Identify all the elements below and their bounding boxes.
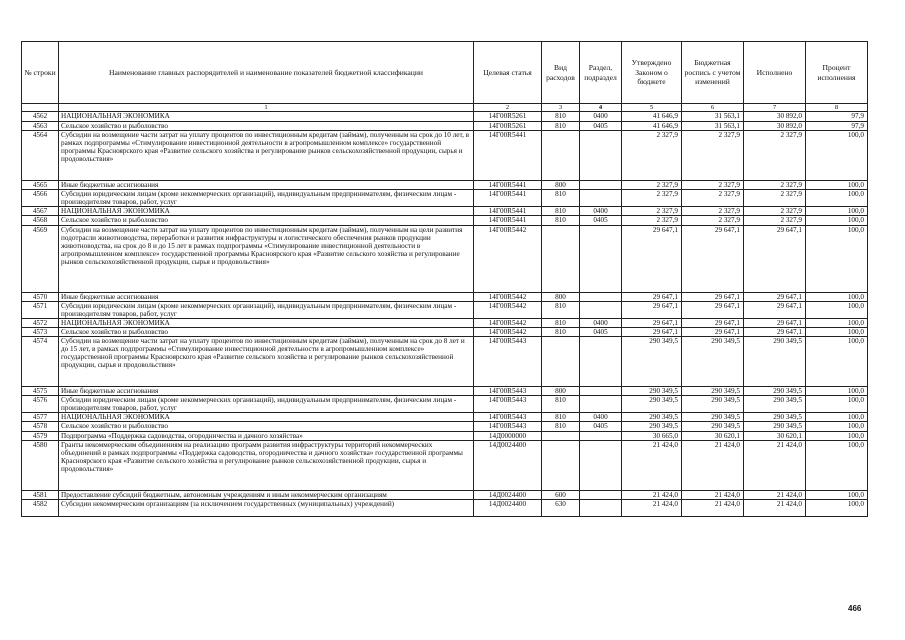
header-name: Наименование главных распорядителей и наименование показателей бюджетной классификации: [59, 42, 474, 104]
executed-amount: 21 424,0: [744, 499, 806, 516]
section-code: [580, 181, 622, 190]
execution-percent: 100,0: [806, 292, 868, 301]
page-number: 466: [848, 604, 862, 613]
target-article: 14Г00R5441: [474, 181, 542, 190]
schedule-amount: 29 647,1: [682, 318, 744, 327]
schedule-amount: 31 563,1: [682, 122, 744, 131]
target-article: 14Г00R5442: [474, 318, 542, 327]
schedule-amount: 21 424,0: [682, 440, 744, 490]
item-name: Сельское хозяйство и рыболовство: [59, 122, 474, 131]
item-name: Субсидии юридическим лицам (кроме некоммерческих организаций), индивидуальным предпринимателям, физическим лицам - производителям товаров, работ, услуг: [59, 190, 474, 207]
row-number: 4566: [22, 190, 59, 207]
header-target-article: Целевая статья: [474, 42, 542, 104]
table-row: [22, 490, 868, 499]
table-row: [22, 318, 868, 327]
column-number: 1: [59, 104, 474, 112]
schedule-amount: 29 647,1: [682, 225, 744, 292]
execution-percent: 100,0: [806, 207, 868, 216]
expense-type: 810: [542, 216, 580, 225]
row-number: 4567: [22, 207, 59, 216]
target-article: 14Г00R5261: [474, 122, 542, 131]
execution-percent: 100,0: [806, 181, 868, 190]
column-number: 7: [744, 104, 806, 112]
item-name: Иные бюджетные ассигнования: [59, 181, 474, 190]
target-article: 14Г00R5441: [474, 216, 542, 225]
expense-type: [542, 337, 580, 387]
expense-type: 810: [542, 422, 580, 431]
schedule-amount: 30 620,1: [682, 431, 744, 440]
header-row: [22, 42, 868, 104]
row-number: 4571: [22, 301, 59, 318]
item-name: НАЦИОНАЛЬНАЯ ЭКОНОМИКА: [59, 413, 474, 422]
executed-amount: 29 647,1: [744, 318, 806, 327]
expense-type: 810: [542, 396, 580, 413]
execution-percent: 97,9: [806, 122, 868, 131]
approved-amount: 290 349,5: [622, 337, 682, 387]
header-section: Раздел, подраздел: [580, 42, 622, 104]
item-name: Гранты некоммерческим объединениям на реализацию программ развития инфраструктуры территорий некоммерческих объединений в рамках подпрограммы «Поддержка садоводства, огородничества и дачного хозяйства» государственной программы Красноярского края «Развитие сельского хозяйства и регулирование рынков сельскохозяйственной продукции, сырья и продовольствия»: [59, 440, 474, 490]
schedule-amount: 2 327,9: [682, 131, 744, 181]
expense-type: 800: [542, 181, 580, 190]
row-number: 4564: [22, 131, 59, 181]
item-name: Субсидии на возмещение части затрат на уплату процентов по инвестиционным кредитам (займам), полученным на цели развития подотрасли животноводства, переработки и развития инфраструктуры и логистического обеспечения рынков продукции животноводства, на срок до 8 и до 15 лет в рамках подпрограммы «Стимулирование инвестиционной деятельности в агропромышленном комплексе» государственной программы Красноярского края «Развитие сельского хозяйства и регулирование рынков сельскохозяйственной продукции, сырья и продовольствия»: [59, 225, 474, 292]
table-row: [22, 216, 868, 225]
executed-amount: 29 647,1: [744, 225, 806, 292]
expense-type: 800: [542, 387, 580, 396]
item-name: Подпрограмма «Поддержка садоводства, огородничества и дачного хозяйства»: [59, 431, 474, 440]
schedule-amount: 21 424,0: [682, 499, 744, 516]
schedule-amount: 31 563,1: [682, 112, 744, 122]
item-name: Предоставление субсидий бюджетным, автономным учреждениям и иным некоммерческим организациям: [59, 490, 474, 499]
approved-amount: 21 424,0: [622, 490, 682, 499]
execution-percent: 100,0: [806, 301, 868, 318]
target-article: 14Г00R5441: [474, 190, 542, 207]
executed-amount: 29 647,1: [744, 301, 806, 318]
executed-amount: 21 424,0: [744, 490, 806, 499]
approved-amount: 21 424,0: [622, 499, 682, 516]
target-article: 14Г00R5441: [474, 131, 542, 181]
execution-percent: 100,0: [806, 431, 868, 440]
approved-amount: 2 327,9: [622, 131, 682, 181]
schedule-amount: 290 349,5: [682, 396, 744, 413]
section-code: [580, 337, 622, 387]
section-code: [580, 225, 622, 292]
schedule-amount: 2 327,9: [682, 190, 744, 207]
execution-percent: 100,0: [806, 440, 868, 490]
expense-type: 810: [542, 318, 580, 327]
row-number: 4575: [22, 387, 59, 396]
section-code: [580, 431, 622, 440]
table-row: [22, 422, 868, 431]
item-name: Субсидии юридическим лицам (кроме некоммерческих организаций), индивидуальным предпринимателям, физическим лицам - производителям товаров, работ, услуг: [59, 301, 474, 318]
target-article: 14Г00R5443: [474, 387, 542, 396]
item-name: Субсидии некоммерческим организациям (за исключением государственных (муниципальных) учреждений): [59, 499, 474, 516]
table-row: [22, 292, 868, 301]
target-article: 14Г00R5443: [474, 396, 542, 413]
section-code: [580, 396, 622, 413]
executed-amount: 290 349,5: [744, 422, 806, 431]
item-name: Субсидии на возмещение части затрат на уплату процентов по инвестиционным кредитам (займам), полученным на срок до 8 лет и до 15 лет, в рамках подпрограммы «Стимулирование инвестиционной деятельности в агропромышленном комплексе» государственной программы Красноярского края «Развитие сельского хозяйства и регулирование рынков сельскохозяйственной продукции, сырья и продовольствия»: [59, 337, 474, 387]
expense-type: 600: [542, 490, 580, 499]
executed-amount: 290 349,5: [744, 337, 806, 387]
execution-percent: 100,0: [806, 387, 868, 396]
column-number: 8: [806, 104, 868, 112]
item-name: НАЦИОНАЛЬНАЯ ЭКОНОМИКА: [59, 207, 474, 216]
target-article: 14Г00R5442: [474, 327, 542, 336]
section-code: [580, 301, 622, 318]
row-number: 4562: [22, 112, 59, 122]
table-row: [22, 387, 868, 396]
section-code: [580, 440, 622, 490]
schedule-amount: 2 327,9: [682, 216, 744, 225]
expense-type: 810: [542, 413, 580, 422]
expense-type: 810: [542, 327, 580, 336]
row-number: 4577: [22, 413, 59, 422]
target-article: 14Г00R5443: [474, 337, 542, 387]
execution-percent: 100,0: [806, 337, 868, 387]
column-number: 5: [622, 104, 682, 112]
approved-amount: 290 349,5: [622, 413, 682, 422]
table-row: [22, 190, 868, 207]
table-row: [22, 327, 868, 336]
executed-amount: 30 892,0: [744, 112, 806, 122]
row-number: 4568: [22, 216, 59, 225]
budget-table-sheet: [21, 41, 867, 517]
table-row: [22, 122, 868, 131]
execution-percent: 100,0: [806, 422, 868, 431]
row-number: 4579: [22, 431, 59, 440]
section-code: 0405: [580, 327, 622, 336]
expense-type: 810: [542, 112, 580, 122]
header-executed: Исполнено: [744, 42, 806, 104]
execution-percent: 100,0: [806, 318, 868, 327]
approved-amount: 30 665,0: [622, 431, 682, 440]
schedule-amount: 290 349,5: [682, 413, 744, 422]
column-number: [22, 104, 59, 112]
row-number: 4573: [22, 327, 59, 336]
target-article: 14Г00R5441: [474, 207, 542, 216]
target-article: 14Г00R5261: [474, 112, 542, 122]
row-number: 4569: [22, 225, 59, 292]
expense-type: 810: [542, 122, 580, 131]
target-article: 14Г00R5442: [474, 225, 542, 292]
table-row: [22, 413, 868, 422]
header-row-number: № строки: [22, 42, 59, 104]
schedule-amount: 2 327,9: [682, 207, 744, 216]
column-number-row: [22, 104, 868, 112]
expense-type: 800: [542, 292, 580, 301]
approved-amount: 29 647,1: [622, 225, 682, 292]
execution-percent: 100,0: [806, 327, 868, 336]
section-code: [580, 131, 622, 181]
approved-amount: 41 646,9: [622, 122, 682, 131]
row-number: 4572: [22, 318, 59, 327]
section-code: [580, 190, 622, 207]
column-number: 6: [682, 104, 744, 112]
approved-amount: 29 647,1: [622, 318, 682, 327]
row-number: 4570: [22, 292, 59, 301]
item-name: Сельское хозяйство и рыболовство: [59, 216, 474, 225]
row-number: 4581: [22, 490, 59, 499]
target-article: 14Г00R5442: [474, 292, 542, 301]
target-article: 14Д0024400: [474, 440, 542, 490]
execution-percent: 100,0: [806, 131, 868, 181]
target-article: 14Д0000000: [474, 431, 542, 440]
target-article: 14Г00R5443: [474, 413, 542, 422]
header-budget-schedule: Бюджетная роспись с учетом изменений: [682, 42, 744, 104]
row-number: 4580: [22, 440, 59, 490]
table-row: [22, 301, 868, 318]
section-code: [580, 490, 622, 499]
table-row: [22, 207, 868, 216]
section-code: 0400: [580, 207, 622, 216]
execution-percent: 100,0: [806, 413, 868, 422]
schedule-amount: 290 349,5: [682, 422, 744, 431]
section-code: 0405: [580, 422, 622, 431]
executed-amount: 2 327,9: [744, 207, 806, 216]
section-code: 0400: [580, 112, 622, 122]
table-row: [22, 112, 868, 122]
expense-type: 810: [542, 207, 580, 216]
section-code: 0400: [580, 318, 622, 327]
executed-amount: 29 647,1: [744, 327, 806, 336]
executed-amount: 21 424,0: [744, 440, 806, 490]
table-row: [22, 225, 868, 292]
item-name: НАЦИОНАЛЬНАЯ ЭКОНОМИКА: [59, 318, 474, 327]
approved-amount: 290 349,5: [622, 396, 682, 413]
executed-amount: 30 892,0: [744, 122, 806, 131]
execution-percent: 97,9: [806, 112, 868, 122]
execution-percent: 100,0: [806, 499, 868, 516]
executed-amount: 2 327,9: [744, 131, 806, 181]
schedule-amount: 290 349,5: [682, 387, 744, 396]
expense-type: [542, 131, 580, 181]
item-name: НАЦИОНАЛЬНАЯ ЭКОНОМИКА: [59, 112, 474, 122]
row-number: 4565: [22, 181, 59, 190]
item-name: Сельское хозяйство и рыболовство: [59, 422, 474, 431]
target-article: 14Д0024400: [474, 490, 542, 499]
expense-type: [542, 431, 580, 440]
row-number: 4578: [22, 422, 59, 431]
approved-amount: 29 647,1: [622, 327, 682, 336]
section-code: 0400: [580, 413, 622, 422]
item-name: Субсидии на возмещение части затрат на уплату процентов по инвестиционным кредитам (займам), полученным на срок до 10 лет, в рамках подпрограммы «Стимулирование инвестиционной деятельности в агропромышленном комплексе» государственной программы Красноярского края «Развитие сельского хозяйства и регулирование рынков сельскохозяйственной продукции, сырья и продовольствия»: [59, 131, 474, 181]
header-expense-type: Вид расходов: [542, 42, 580, 104]
approved-amount: 29 647,1: [622, 301, 682, 318]
schedule-amount: 29 647,1: [682, 301, 744, 318]
table-row: [22, 131, 868, 181]
execution-percent: 100,0: [806, 216, 868, 225]
table-row: [22, 337, 868, 387]
expense-type: [542, 440, 580, 490]
section-code: [580, 499, 622, 516]
executed-amount: 30 620,1: [744, 431, 806, 440]
schedule-amount: 2 327,9: [682, 181, 744, 190]
approved-amount: 290 349,5: [622, 387, 682, 396]
table-row: [22, 396, 868, 413]
executed-amount: 2 327,9: [744, 216, 806, 225]
approved-amount: 21 424,0: [622, 440, 682, 490]
row-number: 4574: [22, 337, 59, 387]
row-number: 4582: [22, 499, 59, 516]
row-number: 4576: [22, 396, 59, 413]
expense-type: [542, 225, 580, 292]
approved-amount: 41 646,9: [622, 112, 682, 122]
execution-percent: 100,0: [806, 190, 868, 207]
budget-execution-table: [21, 41, 868, 517]
table-row: [22, 499, 868, 516]
item-name: Иные бюджетные ассигнования: [59, 387, 474, 396]
execution-percent: 100,0: [806, 490, 868, 499]
expense-type: 810: [542, 301, 580, 318]
header-approved: Утверждено Законом о бюджете: [622, 42, 682, 104]
column-number: 4: [580, 104, 622, 112]
approved-amount: 290 349,5: [622, 422, 682, 431]
executed-amount: 290 349,5: [744, 387, 806, 396]
item-name: Субсидии юридическим лицам (кроме некоммерческих организаций), индивидуальным предпринимателям, физическим лицам - производителям товаров, работ, услуг: [59, 396, 474, 413]
expense-type: 630: [542, 499, 580, 516]
column-number: 3: [542, 104, 580, 112]
approved-amount: 2 327,9: [622, 190, 682, 207]
expense-type: 810: [542, 190, 580, 207]
row-number: 4563: [22, 122, 59, 131]
section-code: [580, 387, 622, 396]
table-row: [22, 440, 868, 490]
schedule-amount: 29 647,1: [682, 327, 744, 336]
approved-amount: 29 647,1: [622, 292, 682, 301]
section-code: 0405: [580, 216, 622, 225]
executed-amount: 290 349,5: [744, 396, 806, 413]
target-article: 14Г00R5443: [474, 422, 542, 431]
item-name: Сельское хозяйство и рыболовство: [59, 327, 474, 336]
section-code: 0405: [580, 122, 622, 131]
target-article: 14Г00R5442: [474, 301, 542, 318]
section-code: [580, 292, 622, 301]
table-row: [22, 181, 868, 190]
column-number: 2: [474, 104, 542, 112]
executed-amount: 290 349,5: [744, 413, 806, 422]
item-name: Иные бюджетные ассигнования: [59, 292, 474, 301]
executed-amount: 29 647,1: [744, 292, 806, 301]
executed-amount: 2 327,9: [744, 181, 806, 190]
executed-amount: 2 327,9: [744, 190, 806, 207]
schedule-amount: 290 349,5: [682, 337, 744, 387]
target-article: 14Д0024400: [474, 499, 542, 516]
approved-amount: 2 327,9: [622, 216, 682, 225]
execution-percent: 100,0: [806, 225, 868, 292]
execution-percent: 100,0: [806, 396, 868, 413]
table-row: [22, 431, 868, 440]
schedule-amount: 29 647,1: [682, 292, 744, 301]
schedule-amount: 21 424,0: [682, 490, 744, 499]
header-percent: Процент исполнения: [806, 42, 868, 104]
approved-amount: 2 327,9: [622, 207, 682, 216]
approved-amount: 2 327,9: [622, 181, 682, 190]
